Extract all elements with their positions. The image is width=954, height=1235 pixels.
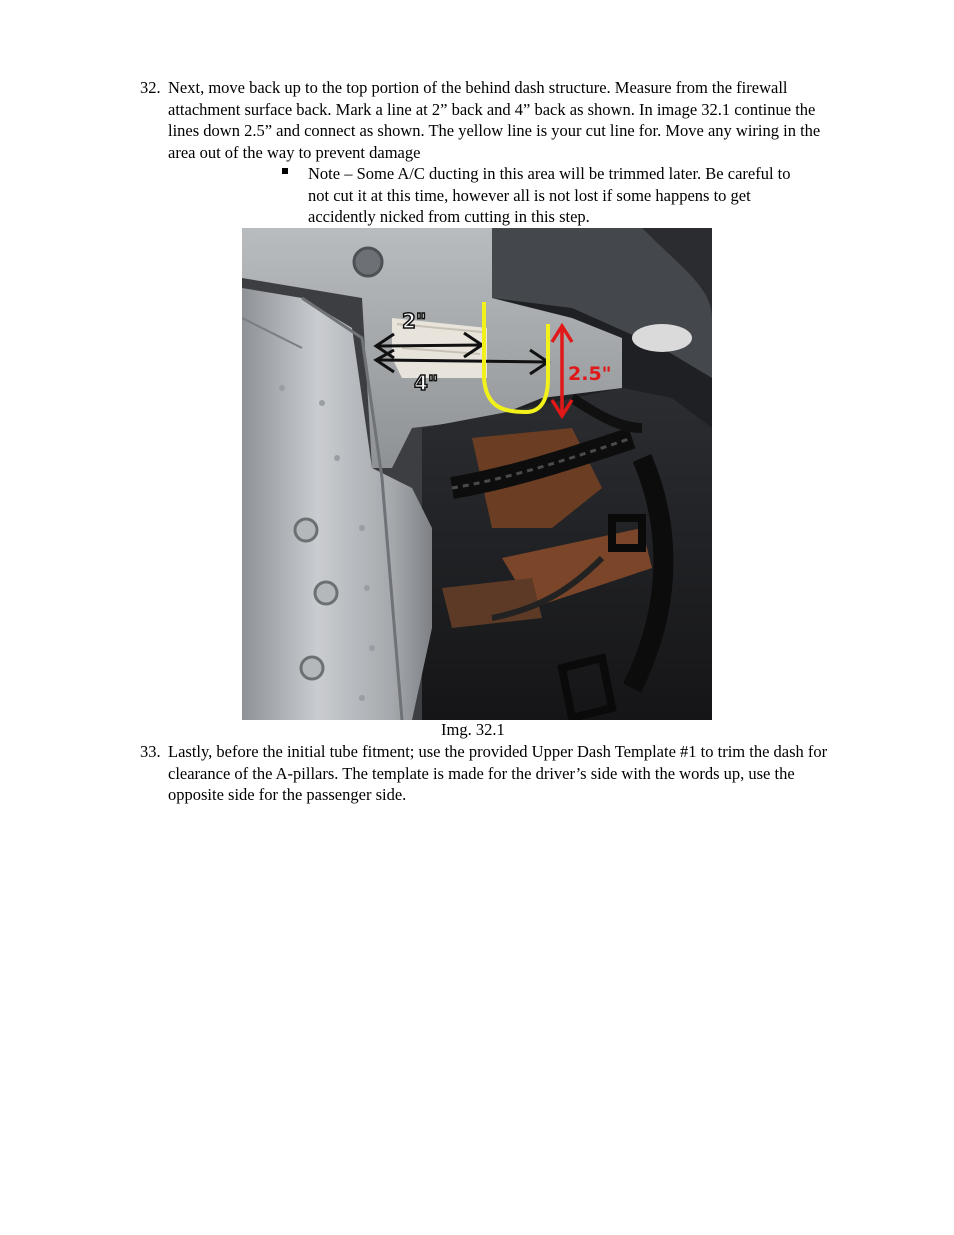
note-text: Note – Some A/C ducting in this area will be trimmed later. Be careful to not cut it at this time, however all is not lost if some happens to get accidently nicked from cutting in this step. xyxy=(308,164,791,226)
step-text: Lastly, before the initial tube fitment; use the provided Upper Dash Template #1 to trim the dash for clearance of the A-pillars. The template is made for the driver’s side with the words up, use the opposite side for the passenger side. xyxy=(168,742,828,804)
photo-dash-structure xyxy=(242,228,712,720)
step-number: 33. xyxy=(140,742,161,761)
label-2-5-inch: 2.5" xyxy=(568,363,612,385)
label-2-inch: 2" xyxy=(402,309,427,333)
step-33 xyxy=(140,741,830,806)
square-bullet-icon xyxy=(282,168,288,174)
step-32 xyxy=(140,77,830,163)
step-text: Next, move back up to the top portion of the behind dash structure. Measure from the firewall attachment surface back. Mark a line at 2” back and 4” back as shown. In image 32.1 continue the lines down 2.5” and connect as shown. The yellow line is your cut line for. Move any wiring in the area out of the way to prevent damage xyxy=(168,78,821,162)
note-item xyxy=(282,163,802,228)
label-4-inch: 4" xyxy=(414,371,439,395)
figure-caption: Img. 32.1 xyxy=(441,720,505,739)
step-number: 32. xyxy=(140,78,161,97)
